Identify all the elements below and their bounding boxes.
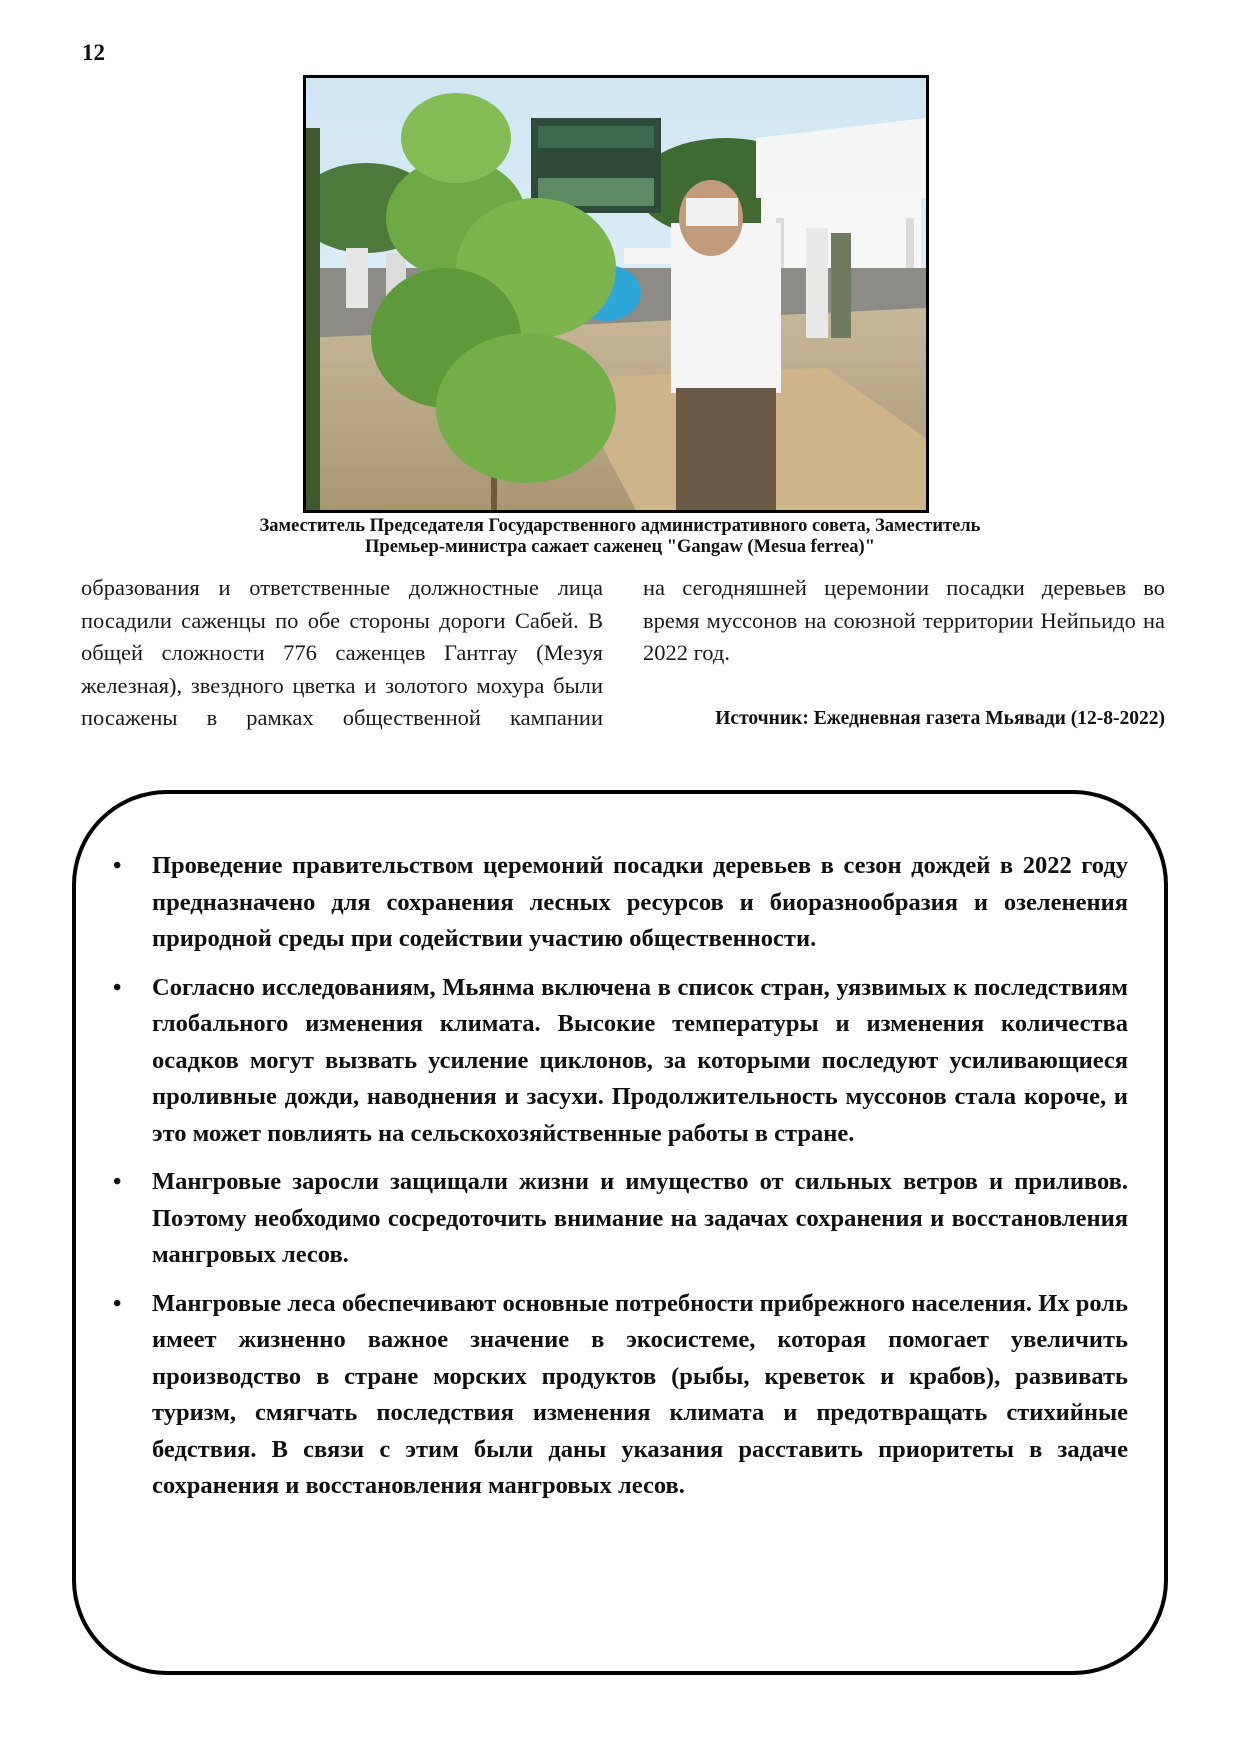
bullet-icon: • bbox=[113, 974, 122, 1001]
bullet-icon: • bbox=[113, 1169, 122, 1195]
caption-line-1: Заместитель Председателя Государственного административного совета, Заместитель bbox=[259, 516, 981, 536]
list-item bbox=[110, 970, 1128, 1153]
bullet-text: Согласно исследованиям, Мьянма включена в список стран, уязвимых к последствиям глобального изменения климата. Высокие температуры и изменения количества осадков могут вызвать усиление циклонов, за которыми последуют усиливающиеся проливные дожди, наводнения и засухи. Продолжительность муссонов стала короче, и это может повлиять на сельскохозяйственные работы в стране. bbox=[152, 973, 1128, 1147]
photo-caption bbox=[140, 516, 1100, 558]
article-column-left: образования и ответственные должностные лица посадили саженцы по обе стороны дороги Сабей. В общей сложности 776 саженцев Гантгау (Мезуя железная), звездного цветка и золотого мохура были посажены в рамках общественной кампании bbox=[81, 575, 603, 730]
page-number: 12 bbox=[82, 40, 105, 65]
list-item bbox=[110, 848, 1128, 958]
caption-line-2: Премьер-министра сажает саженец "Gangaw (Mesua ferrea)" bbox=[365, 537, 875, 557]
bullet-text: Проведение правительством церемоний посадки деревьев в сезон дождей в 2022 году предназначено для сохранения лесных ресурсов и биоразнообразия и озеленения природной среды при содействии участию общественности. bbox=[152, 852, 1128, 952]
source-citation: Источник: Ежедневная газета Мьявади (12-8-2022) bbox=[715, 708, 1165, 729]
bullet-icon: • bbox=[113, 853, 122, 879]
bullet-text: Мангровые леса обеспечивают основные потребности прибрежного населения. Их роль имеет жизненно важное значение в экосистеме, которая помогает увеличить производство в стране морских продуктов (рыбы, креветок и крабов), развивать туризм, смягчать последствия изменения климата и предотвращать стихийные бедствия. В связи с этим были даны указания расставить приоритеты в задаче сохранения и восстановления мангровых лесов. bbox=[152, 1289, 1128, 1499]
article-column-right bbox=[643, 572, 1165, 670]
list-item bbox=[110, 1164, 1128, 1274]
article-column-right-text: на сегодняшней церемонии посадки деревьев во время муссонов на союзной территории Нейпьидо на 2022 год. bbox=[643, 575, 1165, 665]
bullet-text: Мангровые заросли защищали жизни и имущество от сильных ветров и приливов. Поэтому необходимо сосредоточить внимание на задачах сохранения и восстановления мангровых лесов. bbox=[152, 1168, 1128, 1268]
photo-illustration bbox=[306, 78, 926, 510]
bullet-icon: • bbox=[113, 1290, 122, 1317]
list-item bbox=[110, 1286, 1128, 1505]
summary-bullet-list bbox=[110, 848, 1128, 1517]
tree-planting-photo bbox=[303, 75, 929, 513]
